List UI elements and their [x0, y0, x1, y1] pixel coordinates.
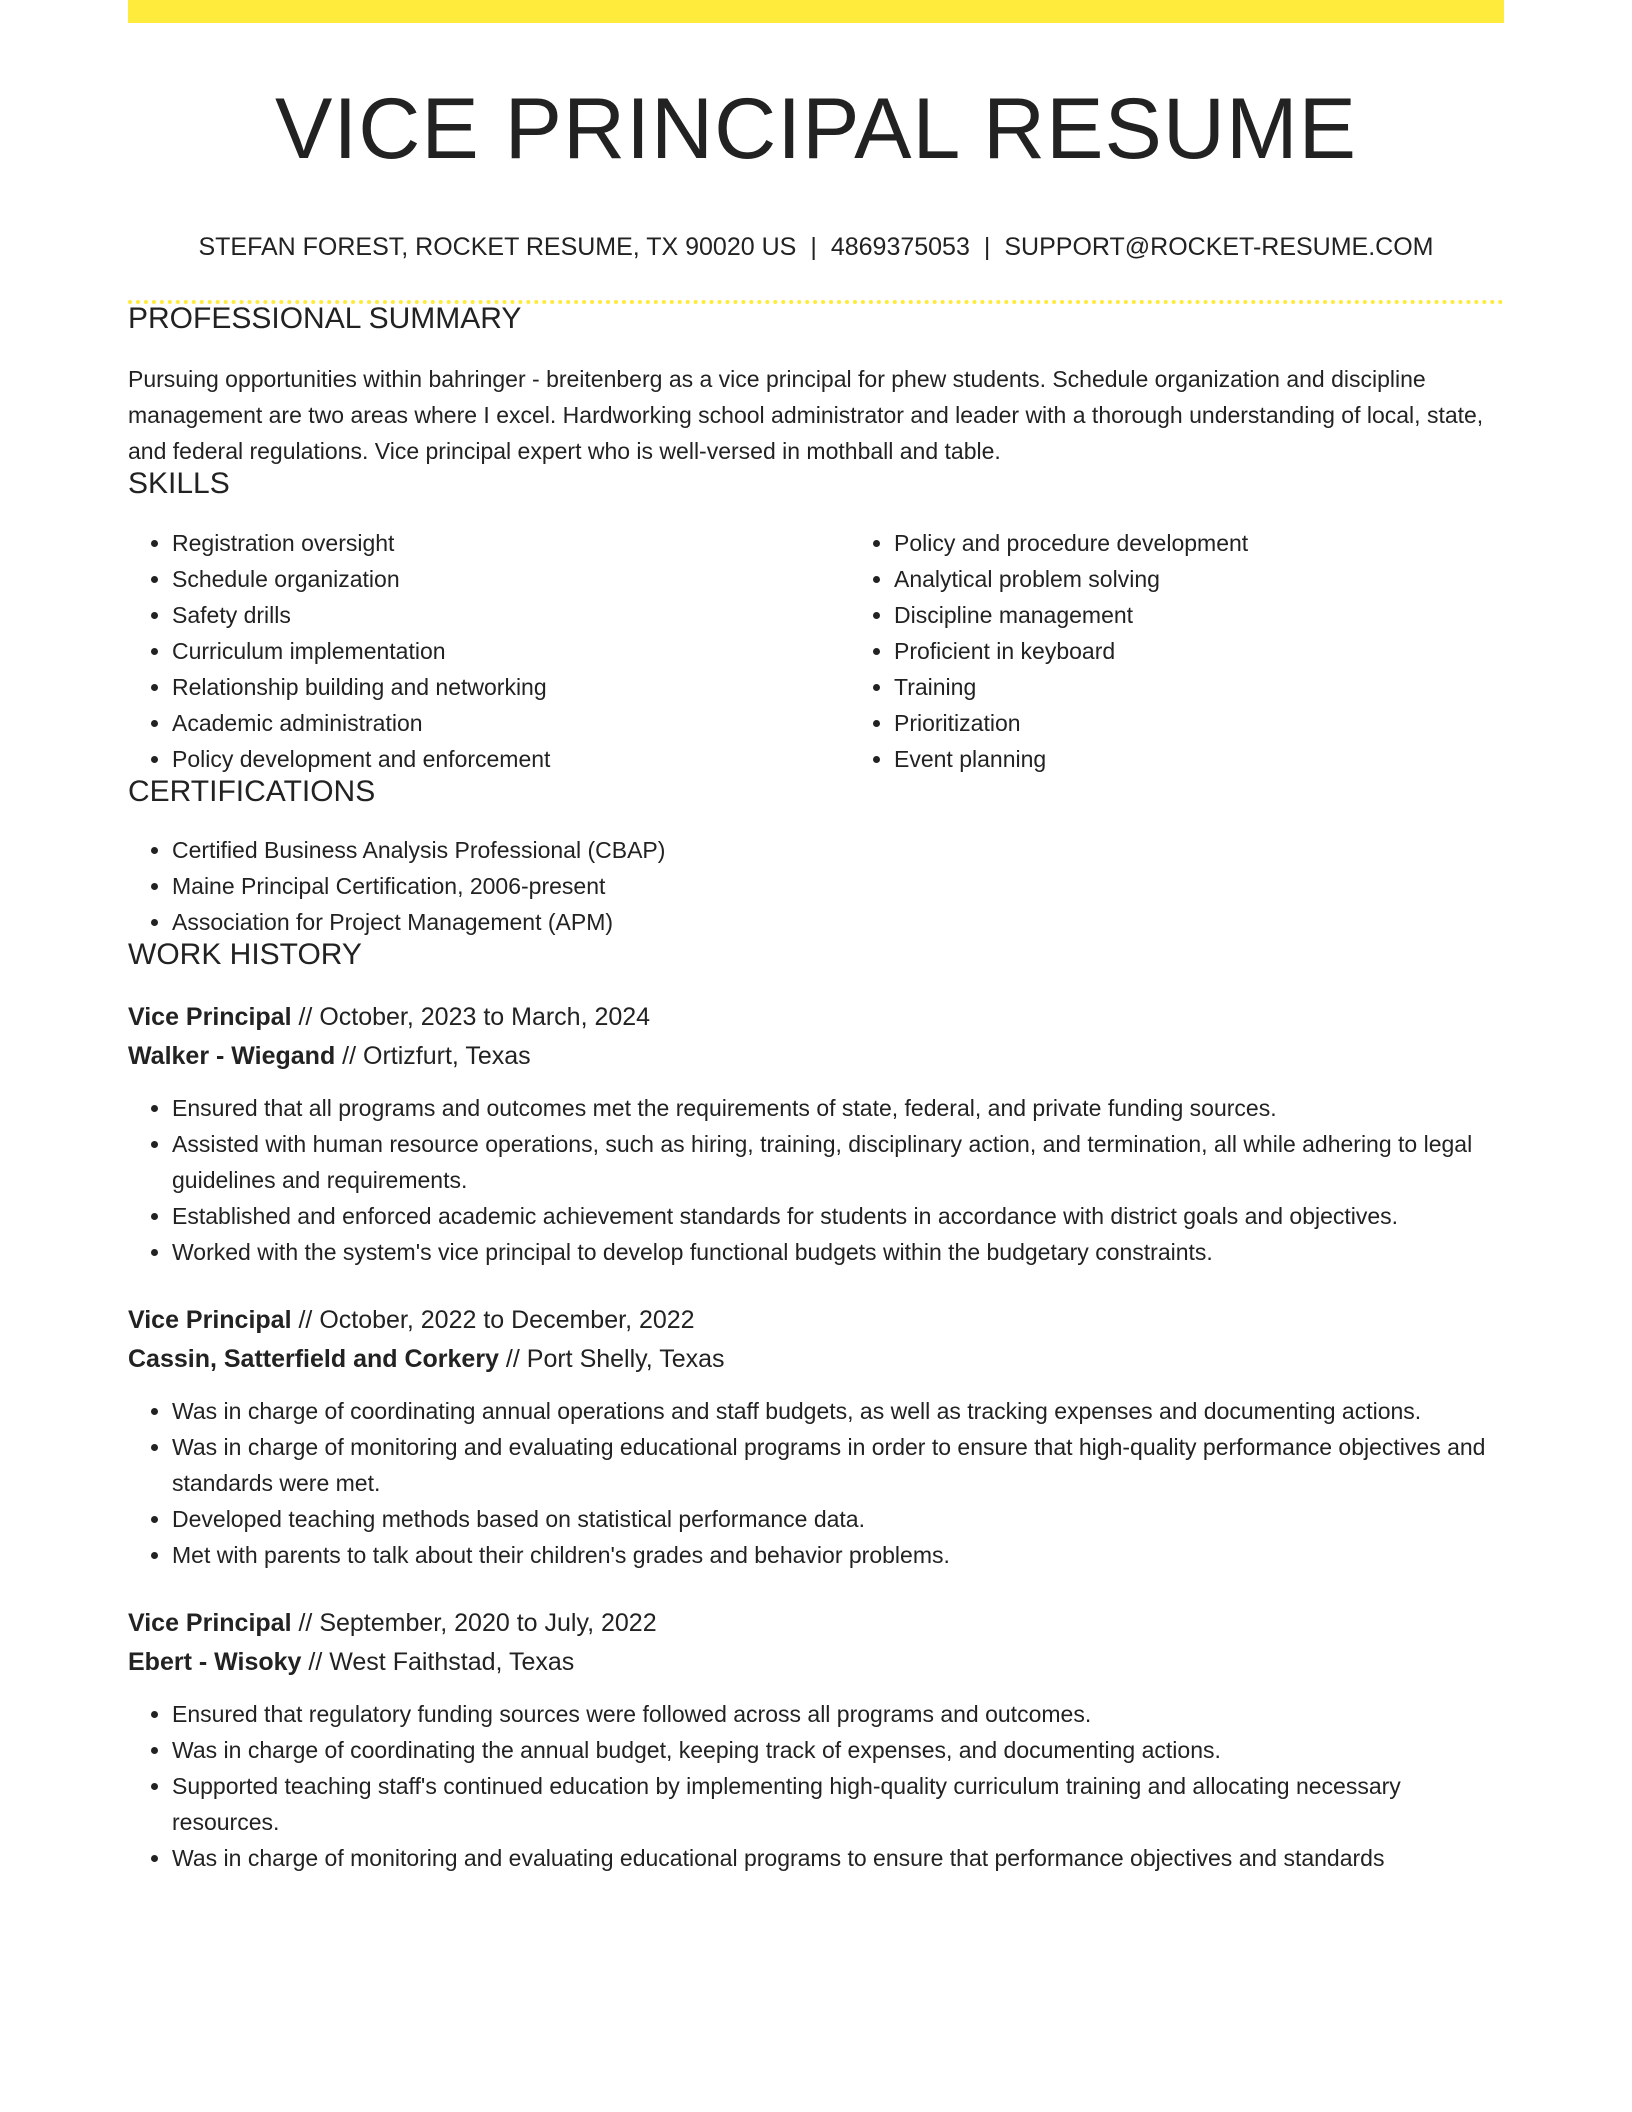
contact-separator: | [983, 233, 991, 261]
job-title: Vice Principal [128, 1306, 292, 1334]
skill-item: • Prioritization [894, 705, 1592, 741]
job-duties-list [128, 1393, 1504, 1573]
work-history-section [128, 940, 1504, 1876]
skills-columns [128, 525, 1504, 777]
job-duty: • Supported teaching staff's continued education by implementing high-quality curriculum training and allocating necessary resources. [172, 1768, 1504, 1840]
job-role-line [128, 1301, 1504, 1340]
job-separator: // [298, 1003, 313, 1031]
contact-phone: 4869375053 [830, 233, 970, 261]
summary-section [128, 304, 1504, 469]
job-entry [128, 1604, 1504, 1876]
job-location: Ortizfurt, Texas [363, 1042, 531, 1070]
skill-item: • Event planning [894, 741, 1592, 777]
job-entry [128, 1301, 1504, 1573]
job-separator: // [308, 1648, 323, 1676]
job-company: Cassin, Satterfield and Corkery [128, 1345, 499, 1373]
job-duties-list [128, 1696, 1504, 1876]
contact-address: STEFAN FOREST, ROCKET RESUME, TX 90020 US [198, 233, 797, 261]
summary-heading: PROFESSIONAL SUMMARY [128, 302, 522, 335]
skills-section [128, 469, 1504, 777]
skill-item: • Analytical problem solving [894, 561, 1592, 597]
skills-heading: SKILLS [128, 467, 230, 500]
job-company: Ebert - Wisoky [128, 1648, 302, 1676]
contact-line [128, 235, 1504, 260]
job-entry [128, 998, 1504, 1270]
skill-item: • Proficient in keyboard [894, 633, 1592, 669]
skill-item: • Academic administration [172, 705, 850, 741]
job-duty: • Assisted with human resource operations, such as hiring, training, disciplinary action, and termination, all while adhering to legal guidelines and requirements. [172, 1126, 1504, 1198]
skill-item: • Registration oversight [172, 525, 850, 561]
job-dates: October, 2022 to December, 2022 [319, 1306, 695, 1334]
skill-item: • Safety drills [172, 597, 850, 633]
job-duty: • Established and enforced academic achievement standards for students in accordance with district goals and objectives. [172, 1198, 1504, 1234]
job-duty: • Ensured that all programs and outcomes met the requirements of state, federal, and private funding sources. [172, 1090, 1504, 1126]
resume-page [128, 0, 1504, 1876]
job-company-line [128, 1037, 1504, 1076]
job-duties-list [128, 1090, 1504, 1270]
resume-title: VICE PRINCIPAL RESUME [275, 81, 1357, 177]
job-separator: // [298, 1609, 313, 1637]
certifications-heading: CERTIFICATIONS [128, 775, 376, 808]
contact-email: SUPPORT@ROCKET-RESUME.COM [1004, 233, 1434, 261]
certifications-section [128, 777, 1504, 940]
job-separator: // [298, 1306, 313, 1334]
job-duty: • Was in charge of coordinating the annual budget, keeping track of expenses, and documenting actions. [172, 1732, 1504, 1768]
job-duty: • Worked with the system's vice principal to develop functional budgets within the budgetary constraints. [172, 1234, 1504, 1270]
job-title: Vice Principal [128, 1609, 292, 1637]
job-company: Walker - Wiegand [128, 1042, 336, 1070]
job-duty: • Met with parents to talk about their children's grades and behavior problems. [172, 1537, 1504, 1573]
skill-item: • Relationship building and networking [172, 669, 850, 705]
summary-text: Pursuing opportunities within bahringer - breitenberg as a vice principal for phew students. Schedule organization and discipline management are two areas where I excel. Hardworking school administrator and leader with a thorough understanding of local, state, and federal regulations. Vice principal expert who is well-versed in mothball and table. [128, 366, 1484, 464]
job-duty: • Was in charge of monitoring and evaluating educational programs to ensure that performance objectives and standards [172, 1840, 1504, 1876]
job-role-line [128, 1604, 1504, 1643]
skill-item: • Policy development and enforcement [172, 741, 850, 777]
job-dates: September, 2020 to July, 2022 [319, 1609, 657, 1637]
skill-item: • Policy and procedure development [894, 525, 1592, 561]
contact-separator: | [810, 233, 817, 261]
job-duty: • Was in charge of coordinating annual operations and staff budgets, as well as tracking expenses and documenting actions. [172, 1393, 1504, 1429]
job-duty: • Developed teaching methods based on statistical performance data. [172, 1501, 1504, 1537]
certification-item: • Certified Business Analysis Professional (CBAP) [172, 832, 1504, 868]
job-role-line [128, 998, 1504, 1037]
skill-item: • Training [894, 669, 1592, 705]
top-accent-bar [128, 0, 1504, 23]
certification-item: • Maine Principal Certification, 2006-present [172, 868, 1504, 904]
certifications-list [128, 832, 1504, 940]
job-separator: // [505, 1345, 520, 1373]
skill-item: • Discipline management [894, 597, 1592, 633]
job-company-line [128, 1643, 1504, 1682]
skills-list-left [128, 525, 850, 777]
job-dates: October, 2023 to March, 2024 [319, 1003, 651, 1031]
certification-item: • Association for Project Management (APM) [172, 904, 1504, 940]
work-history-heading: WORK HISTORY [128, 938, 362, 971]
job-duty: • Was in charge of monitoring and evaluating educational programs in order to ensure that high-quality performance objectives and standards were met. [172, 1429, 1504, 1501]
job-duty: • Ensured that regulatory funding sources were followed across all programs and outcomes. [172, 1696, 1504, 1732]
job-company-line [128, 1340, 1504, 1379]
job-separator: // [342, 1042, 357, 1070]
skills-list-right [850, 525, 1592, 777]
skill-item: • Schedule organization [172, 561, 850, 597]
job-location: West Faithstad, Texas [329, 1648, 575, 1676]
skill-item: • Curriculum implementation [172, 633, 850, 669]
job-location: Port Shelly, Texas [526, 1345, 725, 1373]
job-title: Vice Principal [128, 1003, 292, 1031]
